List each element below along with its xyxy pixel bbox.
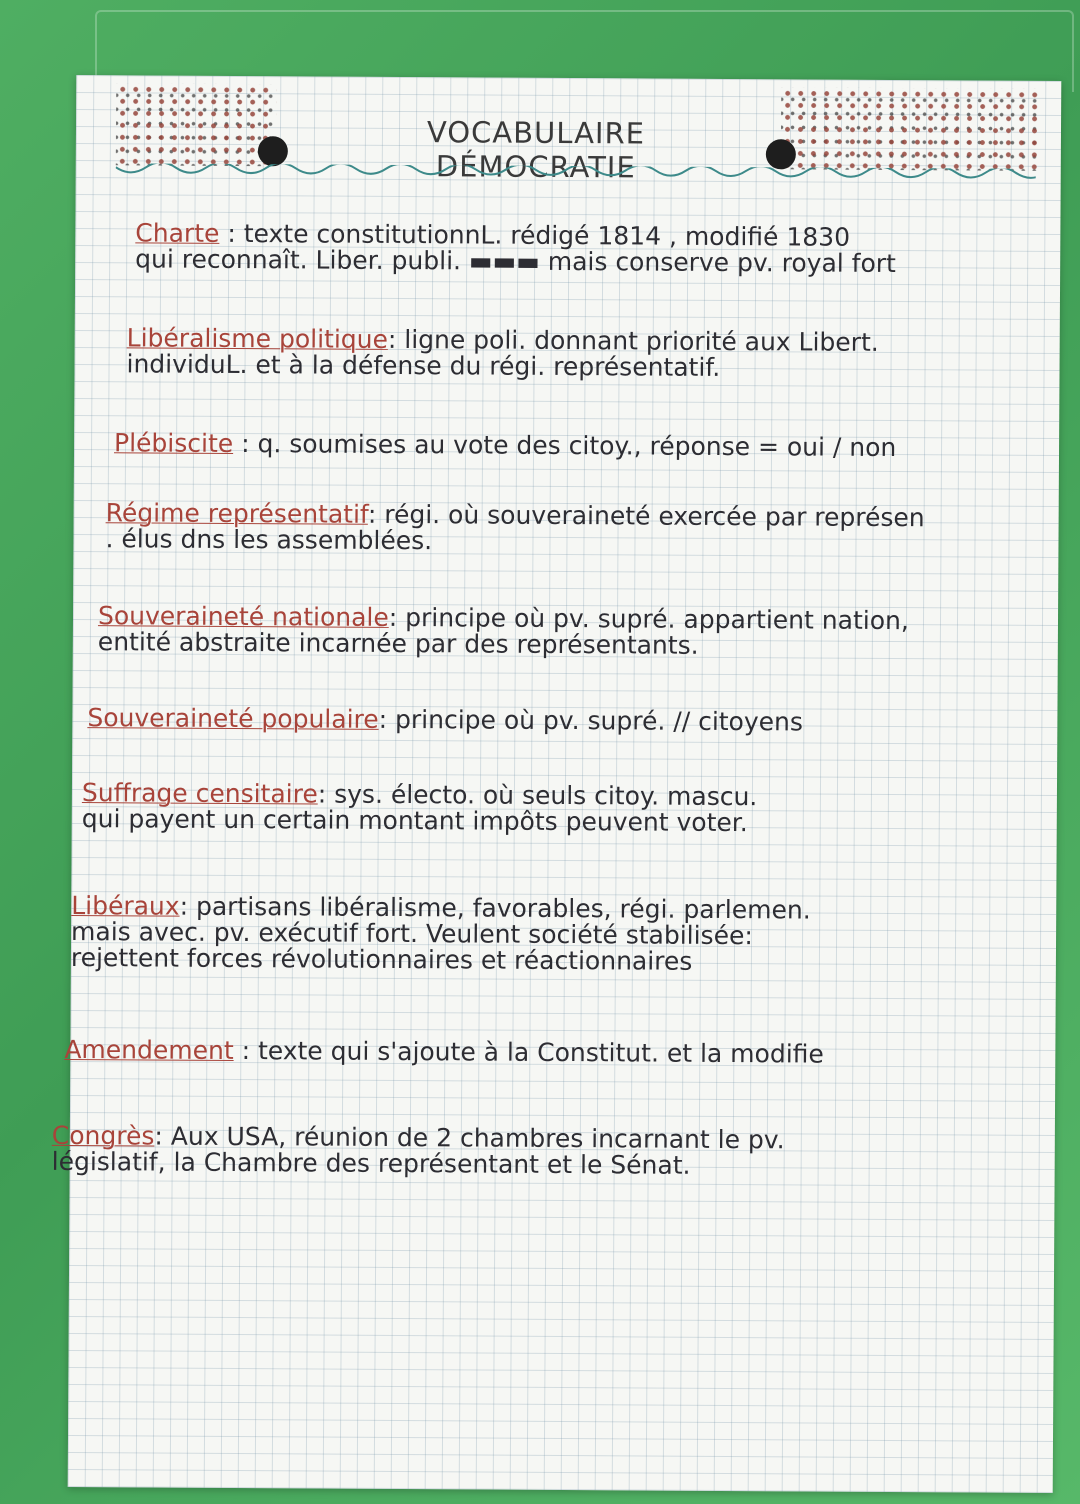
entry-definition-cont: mais avec. pv. exécutif fort. Veulent société stabilisée:	[71, 916, 753, 951]
entry-definition: partisans libéralisme, favorables, régi. parlemen.	[195, 891, 811, 925]
entry-definition-cont: individuL. et à la défense du régi. représentatif.	[126, 349, 721, 382]
entry-definition-cont: rejettent forces révolutionnaires et réactionnaires	[70, 942, 693, 976]
entry-congres	[51, 1120, 785, 1180]
entry-term: Libéralisme politique	[126, 323, 389, 354]
entry-separator: :	[233, 1035, 259, 1066]
page-title: VOCABULAIRE DÉMOCRATIE	[426, 115, 646, 185]
entry-term: Suffrage censitaire	[81, 778, 318, 809]
entry-term: Charte	[135, 218, 220, 248]
entry-amendement	[64, 1034, 824, 1069]
entry-separator: :	[154, 1121, 171, 1151]
entry-definition-cont: législatif, la Chambre des représentant et le Sénat.	[51, 1146, 691, 1180]
entry-definition-cont: qui reconnaît. Liber. publi. ▬▬▬ mais conserve pv. royal fort	[135, 244, 896, 279]
vocabulary-list	[51, 75, 1062, 1493]
entry-separator: :	[233, 428, 258, 459]
entry-term: Amendement	[64, 1034, 234, 1065]
entry-charte	[135, 220, 896, 277]
entry-separator: :	[387, 324, 405, 355]
entry-plebiscite	[114, 430, 896, 461]
entry-definition: texte constitutionnL. rédigé 1814 , modifié 1830	[243, 219, 851, 252]
entry-separator: :	[179, 891, 197, 921]
entry-separator: :	[378, 704, 396, 734]
entry-definition: Aux USA, réunion de 2 chambres incarnant le pv.	[170, 1121, 785, 1155]
entry-definition-cont: . élus dns les assemblées.	[105, 524, 433, 556]
entry-definition: q. soumises au vote des citoy., réponse = oui / non	[257, 429, 897, 463]
notebook-page	[51, 75, 1062, 1493]
entry-definition-cont: entité abstraite incarnée par des représentants.	[97, 627, 699, 660]
entry-term: Libéraux	[71, 890, 180, 921]
entry-definition: texte qui s'ajoute à la Constitut. et la modifie	[257, 1036, 824, 1069]
entry-liberaux	[70, 890, 811, 976]
entry-separator: :	[367, 499, 385, 529]
entry-definition: principe où pv. supré. appartient nation,	[405, 603, 909, 636]
entry-definition-cont: qui payent un certain montant impôts peuvent voter.	[81, 804, 748, 838]
entry-definition: principe où pv. supré. // citoyens	[394, 704, 804, 737]
entry-definition: ligne poli. donnant priorité aux Libert.	[404, 325, 879, 357]
entry-term: Plébiscite	[113, 428, 234, 458]
entry-definition: sys. électo. où seuls citoy. mascu.	[334, 779, 758, 812]
entry-souverainete-nationale	[98, 603, 909, 660]
entry-term: Souveraineté populaire	[87, 703, 379, 734]
entry-term: Souveraineté nationale	[97, 601, 389, 632]
entry-separator: :	[219, 218, 244, 249]
entry-term: Régime représentatif	[105, 498, 368, 529]
entry-liberalisme-politique	[126, 325, 878, 382]
entry-souverainete-populaire	[87, 705, 803, 735]
entry-separator: :	[388, 602, 406, 633]
entry-separator: :	[317, 779, 335, 809]
entry-suffrage-censitaire	[82, 780, 758, 836]
entry-definition: régi. où souveraineté exercée par représen	[384, 499, 925, 533]
entry-term: Congrès	[51, 1120, 155, 1151]
entry-regime-representatif	[105, 500, 924, 557]
